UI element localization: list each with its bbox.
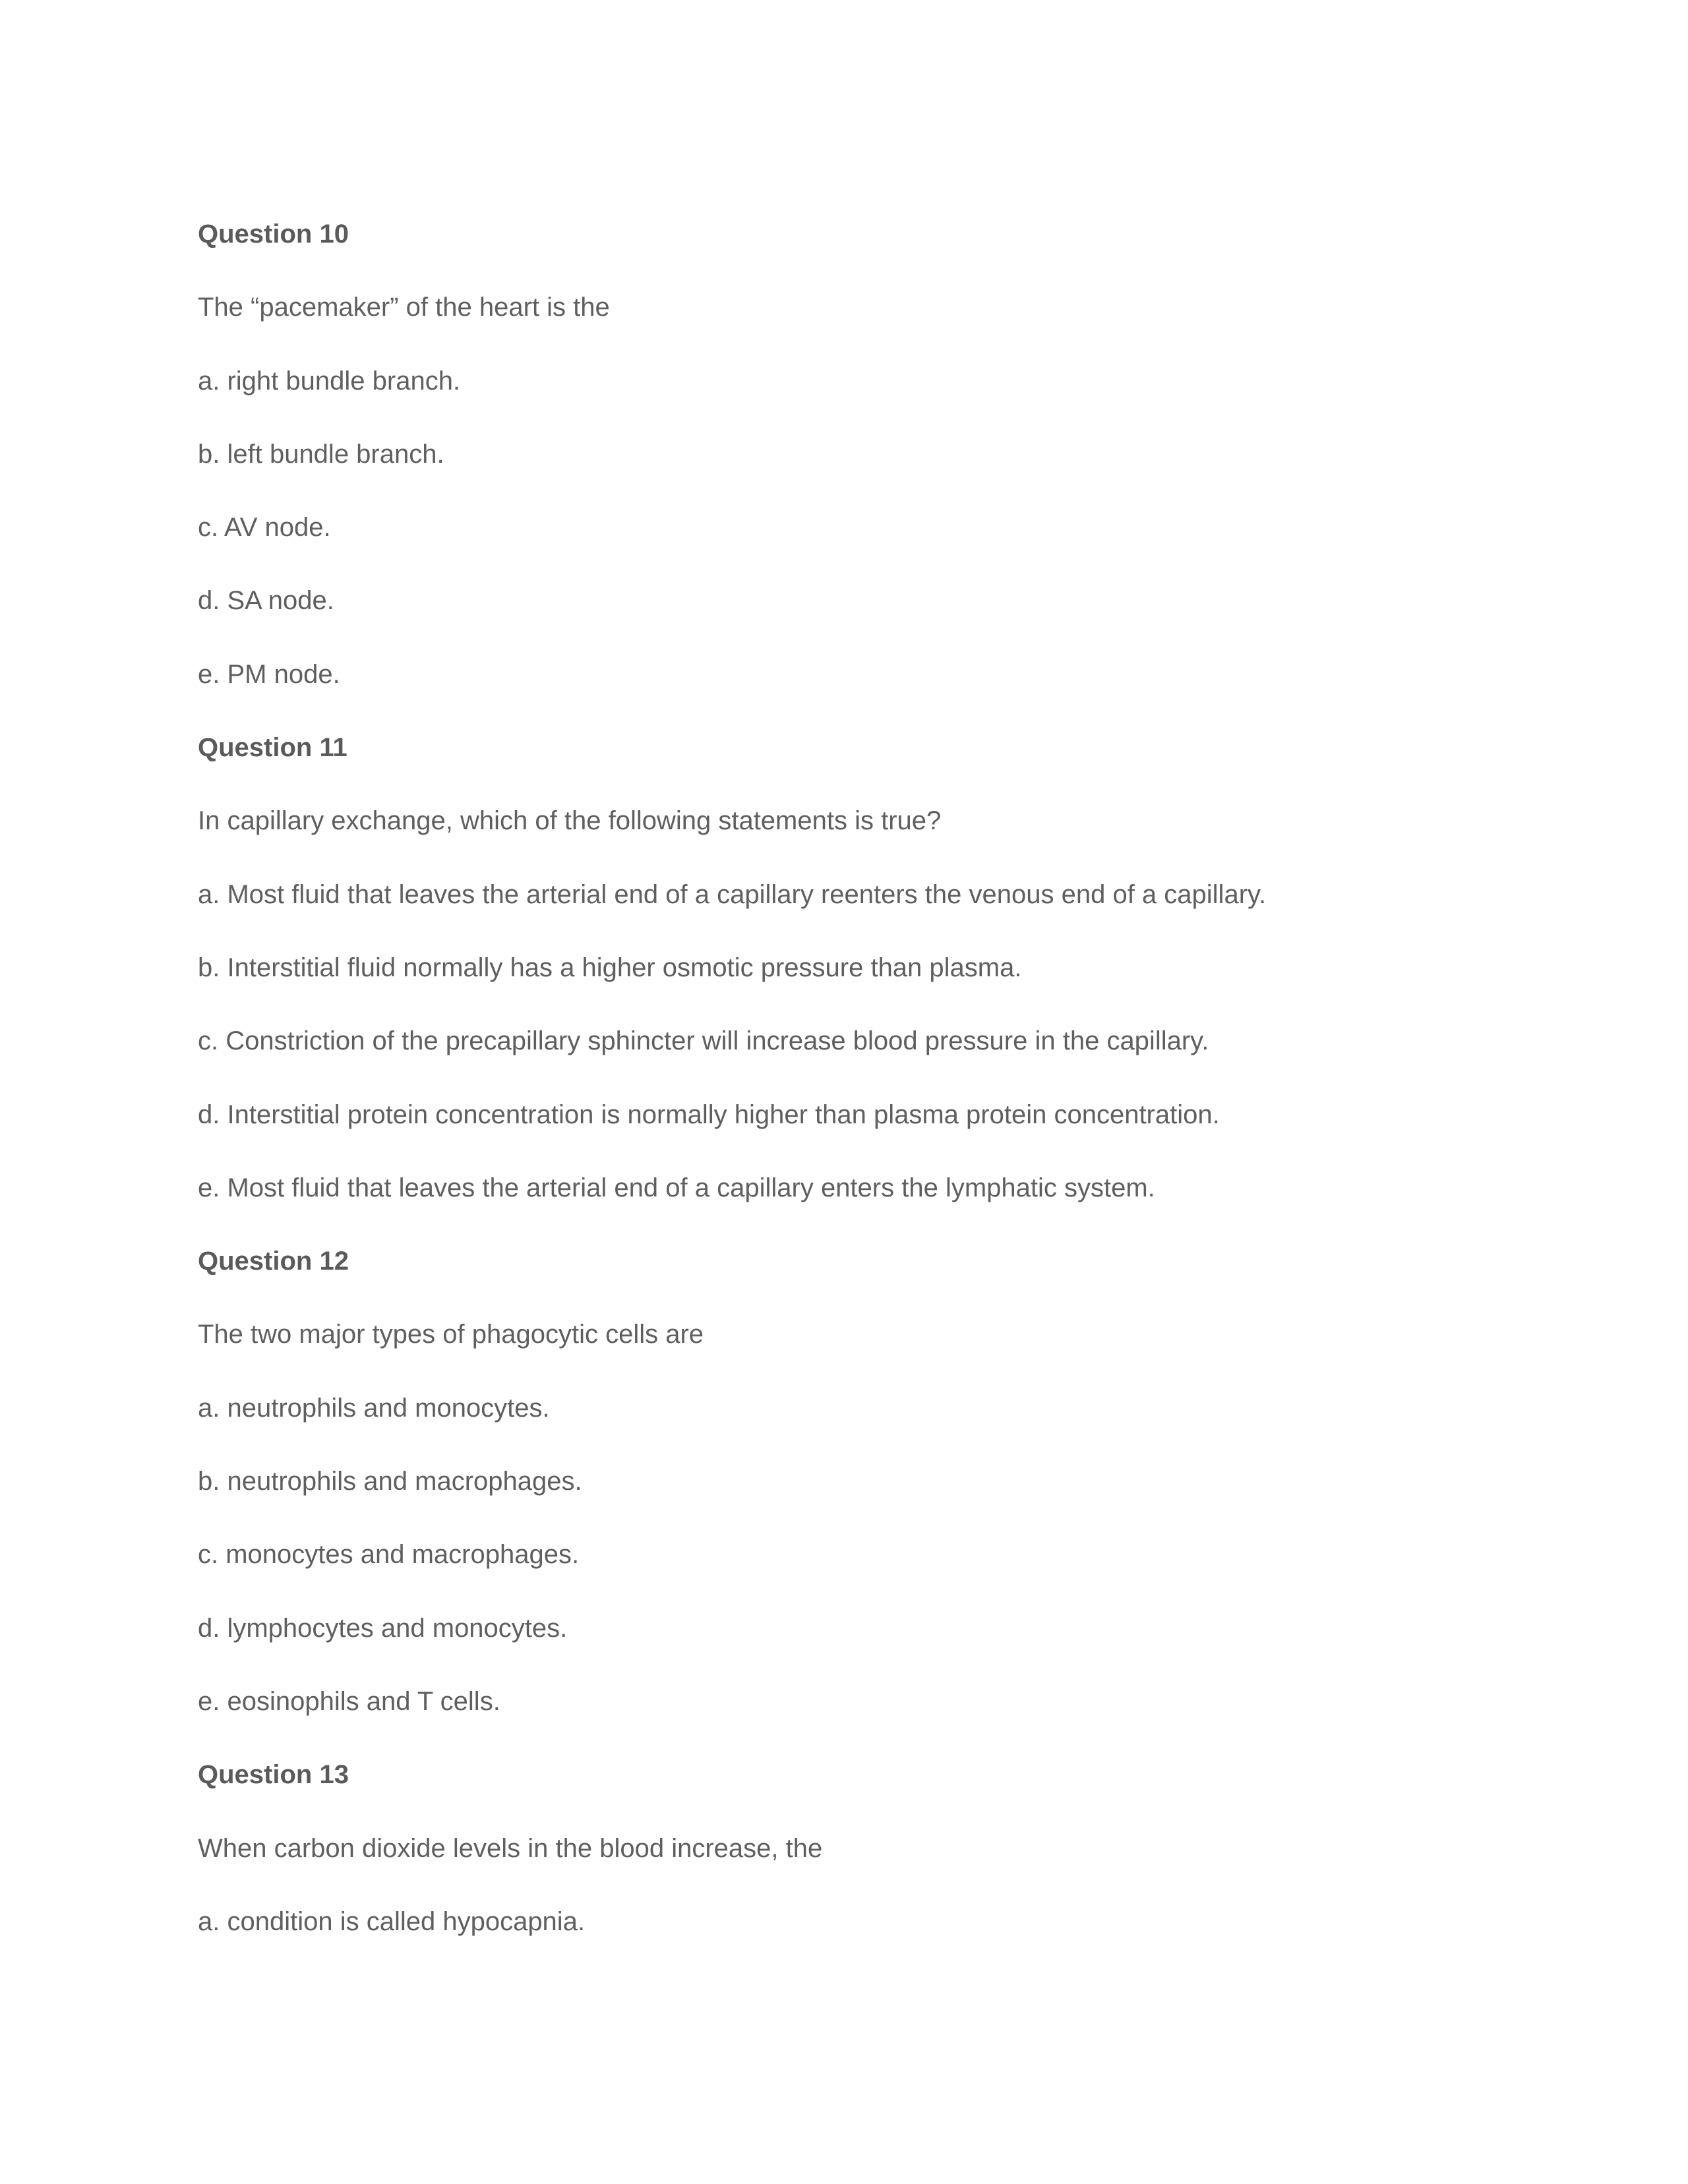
answer-option-a: a. right bundle branch.: [198, 366, 461, 396]
answer-option-a: a. neutrophils and monocytes.: [198, 1393, 550, 1423]
answer-option-e: e. Most fluid that leaves the arterial end of a capillary enters the lymphatic system.: [198, 1173, 1155, 1202]
question-11: [198, 732, 1582, 1246]
question-title: Question 11: [198, 733, 347, 763]
answer-option-b: b. Interstitial fluid normally has a higher osmotic pressure than plasma.: [198, 953, 1022, 982]
document-page: [198, 219, 1582, 1980]
question-12: [198, 1246, 1582, 1759]
question-prompt: In capillary exchange, which of the following statements is true?: [198, 806, 942, 836]
question-prompt: The “pacemaker” of the heart is the: [198, 293, 610, 322]
question-prompt: The two major types of phagocytic cells are: [198, 1320, 704, 1349]
answer-option-c: c. monocytes and macrophages.: [198, 1540, 580, 1570]
answer-option-b: b. neutrophils and macrophages.: [198, 1467, 582, 1496]
answer-option-c: c. AV node.: [198, 513, 331, 543]
question-title: Question 12: [198, 1247, 349, 1276]
answer-option-d: d. Interstitial protein concentration is normally higher than plasma protein concentration.: [198, 1100, 1220, 1129]
answer-option-d: d. lymphocytes and monocytes.: [198, 1613, 568, 1643]
question-title: Question 10: [198, 220, 349, 249]
answer-option-d: d. SA node.: [198, 586, 334, 616]
answer-option-a: a. Most fluid that leaves the arterial end of a capillary reenters the venous end of a capillary.: [198, 879, 1267, 909]
question-13: [198, 1759, 1582, 1980]
question-title: Question 13: [198, 1760, 349, 1790]
question-10: [198, 219, 1582, 732]
answer-option-b: b. left bundle branch.: [198, 439, 444, 469]
answer-option-e: e. eosinophils and T cells.: [198, 1686, 500, 1716]
question-prompt: When carbon dioxide levels in the blood increase, the: [198, 1833, 823, 1863]
answer-option-e: e. PM node.: [198, 659, 340, 689]
answer-option-c: c. Constriction of the precapillary sphincter will increase blood pressure in the capillary.: [198, 1026, 1209, 1056]
answer-option-a: a. condition is called hypocapnia.: [198, 1906, 586, 1936]
